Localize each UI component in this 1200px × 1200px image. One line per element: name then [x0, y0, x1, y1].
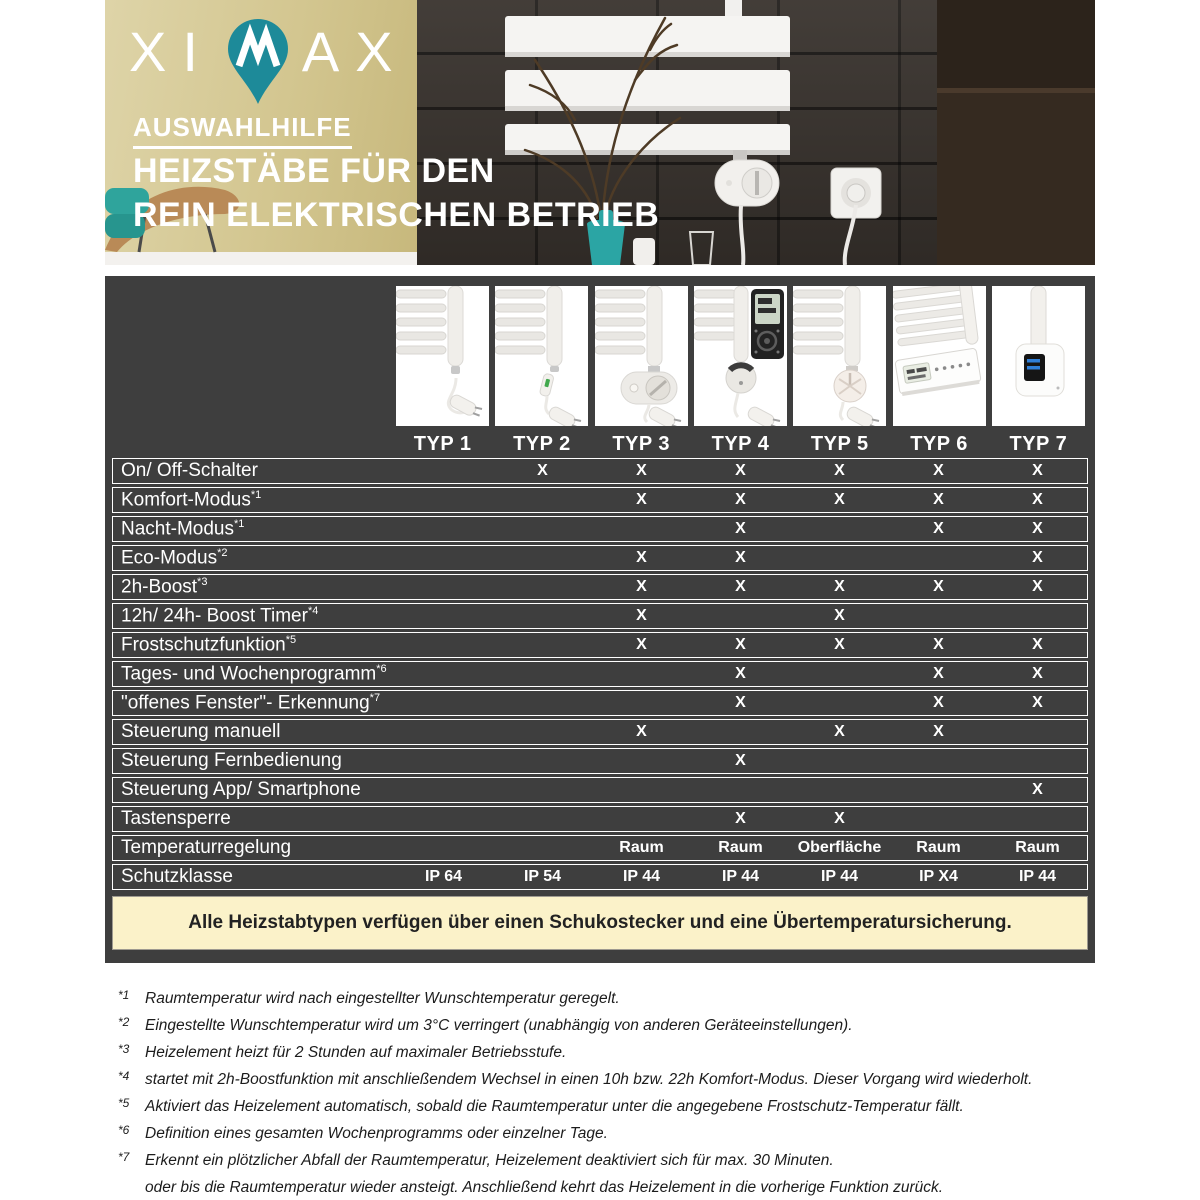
feature-cell: X	[735, 810, 746, 827]
feature-row	[112, 574, 1088, 600]
feature-label: Steuerung Fernbedienung	[121, 750, 342, 771]
feature-cell: X	[636, 723, 647, 740]
footnote-text: Heizelement heizt für 2 Stunden auf maximaler Betriebsstufe.	[145, 1044, 567, 1061]
feature-label: 12h/ 24h- Boost Timer$^{*4}$	[121, 604, 319, 627]
feature-cell: X	[1032, 665, 1043, 682]
footnote-marker: *4	[118, 1069, 130, 1083]
column-header-typ-7: TYP 7	[1009, 432, 1068, 455]
feature-cell: IP 64	[424, 868, 463, 885]
feature-cell: Raum	[619, 839, 664, 856]
footnote-marker: *3	[118, 1042, 130, 1056]
footnote	[118, 1012, 1108, 1039]
feature-label: Steuerung manuell	[121, 721, 281, 742]
header-title-line2: REIN ELEKTRISCHEN BETRIEB	[133, 196, 660, 234]
footnotes	[118, 985, 1108, 1200]
feature-label: Nacht-Modus$^{*1}$	[121, 517, 245, 540]
feature-label: Tastensperre	[121, 808, 231, 829]
feature-cell: X	[735, 520, 746, 537]
comparison-table-panel	[105, 276, 1095, 963]
feature-cell: X	[933, 491, 944, 508]
column-header-typ-5: TYP 5	[810, 432, 869, 455]
feature-cell: Raum	[1015, 839, 1060, 856]
feature-row	[112, 661, 1088, 687]
row-label-spacer	[112, 430, 393, 458]
footnote-text: Eingestellte Wunschtemperatur wird um 3°C verringert (unabhängig von anderen Geräteeinstellungen).	[145, 1017, 853, 1034]
feature-cell: X	[933, 636, 944, 653]
feature-cell: X	[834, 491, 845, 508]
feature-cell: X	[735, 636, 746, 653]
feature-label: "offenes Fenster"- Erkennung$^{*7}$	[121, 691, 381, 714]
logo-text-suffix: AX	[301, 20, 409, 83]
product-images-row	[112, 286, 1088, 426]
hero-banner	[105, 0, 1095, 265]
product-image-typ-2	[492, 286, 591, 426]
feature-cell: IP 54	[523, 868, 562, 885]
feature-row	[112, 806, 1088, 832]
ximax-logo	[129, 16, 409, 106]
feature-cell: X	[1032, 636, 1043, 653]
heating-element-image	[715, 150, 779, 265]
feature-cell: X	[636, 636, 647, 653]
feature-label: 2h-Boost$^{*3}$	[121, 575, 208, 598]
wall-socket-image	[831, 168, 881, 265]
product-image-typ-6	[889, 286, 988, 426]
feature-cell: IP 44	[820, 868, 859, 885]
ximax-m-drop-icon	[226, 18, 290, 106]
feature-cell: X	[636, 549, 647, 566]
table-surface-image	[105, 252, 417, 265]
product-image-typ-1	[393, 286, 492, 426]
feature-cell: X	[636, 578, 647, 595]
feature-row	[112, 719, 1088, 745]
feature-row	[112, 458, 1088, 484]
footnote	[118, 1039, 1108, 1066]
feature-rows	[112, 458, 1088, 890]
footnote	[118, 1093, 1108, 1120]
feature-label: Schutzklasse	[121, 866, 233, 887]
feature-cell: Raum	[718, 839, 763, 856]
logo-text-prefix: XI	[129, 20, 214, 83]
column-header-typ-4: TYP 4	[711, 432, 770, 455]
feature-cell: X	[636, 491, 647, 508]
feature-cell: X	[735, 752, 746, 769]
info-banner	[112, 896, 1088, 950]
info-banner-text: Alle Heizstabtypen verfügen über einen Schukostecker und eine Übertemperatursicherung.	[188, 912, 1012, 933]
header-title-line1: HEIZSTÄBE FÜR DEN	[133, 152, 495, 190]
product-image-typ-3	[592, 286, 691, 426]
feature-cell: X	[735, 665, 746, 682]
feature-row	[112, 835, 1088, 861]
radiator-image	[505, 0, 790, 155]
feature-cell: IP X4	[919, 868, 958, 885]
feature-cell: X	[735, 549, 746, 566]
feature-cell: IP 44	[721, 868, 760, 885]
feature-cell: X	[1032, 491, 1043, 508]
feature-cell: X	[834, 607, 845, 624]
column-header-typ-2: TYP 2	[513, 432, 571, 455]
heating-rod-remote-icon	[694, 286, 787, 426]
feature-row	[112, 632, 1088, 658]
feature-cell: X	[1032, 781, 1043, 798]
feature-label: On/ Off-Schalter	[121, 460, 258, 481]
product-image-typ-5	[790, 286, 889, 426]
feature-cell: X	[1032, 549, 1043, 566]
footnote-text: Definition eines gesamten Wochenprogramms oder einzelner Tage.	[145, 1125, 608, 1142]
feature-label: Eco-Modus$^{*2}$	[121, 546, 228, 569]
feature-cell: X	[636, 462, 647, 479]
heating-rod-dial-unit-icon	[595, 286, 688, 426]
feature-row	[112, 545, 1088, 571]
column-headers-row	[112, 430, 1088, 458]
column-header-typ-1: TYP 1	[413, 432, 472, 455]
feature-cell: X	[537, 462, 548, 479]
feature-cell: X	[735, 694, 746, 711]
footnote-text: Aktiviert das Heizelement automatisch, sobald die Raumtemperatur unter die angegebene Frostschutz-Temperatur fällt.	[145, 1098, 964, 1115]
feature-row	[112, 864, 1088, 890]
feature-cell: X	[1032, 578, 1043, 595]
feature-cell: X	[933, 723, 944, 740]
feature-cell: X	[735, 491, 746, 508]
footnote-marker: *2	[118, 1015, 130, 1029]
footnote-marker: *7	[118, 1150, 130, 1164]
feature-cell: X	[933, 520, 944, 537]
footnote-marker: *1	[118, 988, 130, 1002]
feature-row	[112, 777, 1088, 803]
feature-cell: X	[834, 636, 845, 653]
feature-cell: X	[834, 462, 845, 479]
feature-cell: X	[834, 723, 845, 740]
footnote	[118, 1066, 1108, 1093]
header-kicker: AUSWAHLHILFE	[133, 112, 352, 149]
heating-rod-plain-icon	[396, 286, 489, 426]
feature-cell: X	[735, 462, 746, 479]
feature-label: Temperaturregelung	[121, 837, 292, 858]
footnote-text: Erkennt ein plötzlicher Abfall der Raumtemperatur, Heizelement deaktiviert sich für max. 30 Minuten. oder bis die Raumtemperatur wieder ansteigt. Anschließend kehrt das Heizelement in die vorherige Funktion zurück.	[145, 1152, 944, 1196]
product-image-typ-7	[989, 286, 1088, 426]
feature-label: Frostschutzfunktion$^{*5}$	[121, 633, 297, 656]
feature-row	[112, 516, 1088, 542]
footnote-marker: *6	[118, 1123, 130, 1137]
footnote	[118, 1120, 1108, 1147]
feature-cell: Oberfläche	[797, 839, 882, 856]
feature-cell: X	[933, 694, 944, 711]
white-vase-image	[633, 238, 655, 265]
feature-row	[112, 487, 1088, 513]
feature-cell: X	[933, 462, 944, 479]
feature-cell: X	[735, 578, 746, 595]
feature-cell: X	[933, 578, 944, 595]
feature-cell: X	[1032, 694, 1043, 711]
heating-rod-display-box-icon	[992, 286, 1085, 426]
heating-rod-switch-icon	[495, 286, 588, 426]
row-label-spacer	[112, 286, 393, 426]
heating-rod-analog-dial-icon	[793, 286, 886, 426]
feature-cell: X	[1032, 462, 1043, 479]
feature-label: Steuerung App/ Smartphone	[121, 779, 361, 800]
product-image-typ-4	[691, 286, 790, 426]
feature-label: Tages- und Wochenprogramm$^{*6}$	[121, 662, 387, 685]
feature-cell: IP 44	[622, 868, 661, 885]
column-header-typ-3: TYP 3	[612, 432, 671, 455]
feature-cell: X	[834, 810, 845, 827]
feature-cell: Raum	[916, 839, 961, 856]
feature-cell: X	[636, 607, 647, 624]
feature-cell: X	[1032, 520, 1043, 537]
feature-row	[112, 603, 1088, 629]
feature-row	[112, 690, 1088, 716]
feature-cell: X	[933, 665, 944, 682]
feature-label: Komfort-Modus$^{*1}$	[121, 488, 262, 511]
feature-cell: IP 44	[1018, 868, 1057, 885]
footnote-text: Raumtemperatur wird nach eingestellter Wunschtemperatur geregelt.	[145, 990, 620, 1007]
radiator-control-panel-icon	[893, 286, 986, 426]
glass-image	[690, 232, 713, 265]
footnote	[118, 985, 1108, 1012]
feature-cell: X	[834, 578, 845, 595]
footnote-marker: *5	[118, 1096, 130, 1110]
feature-row	[112, 748, 1088, 774]
footnote-text: startet mit 2h-Boostfunktion mit anschließendem Wechsel in einen 10h bzw. 22h Komfort-Modus. Dieser Vorgang wird wiederholt.	[145, 1071, 1033, 1088]
footnote	[118, 1147, 1108, 1200]
column-header-typ-6: TYP 6	[910, 432, 968, 455]
